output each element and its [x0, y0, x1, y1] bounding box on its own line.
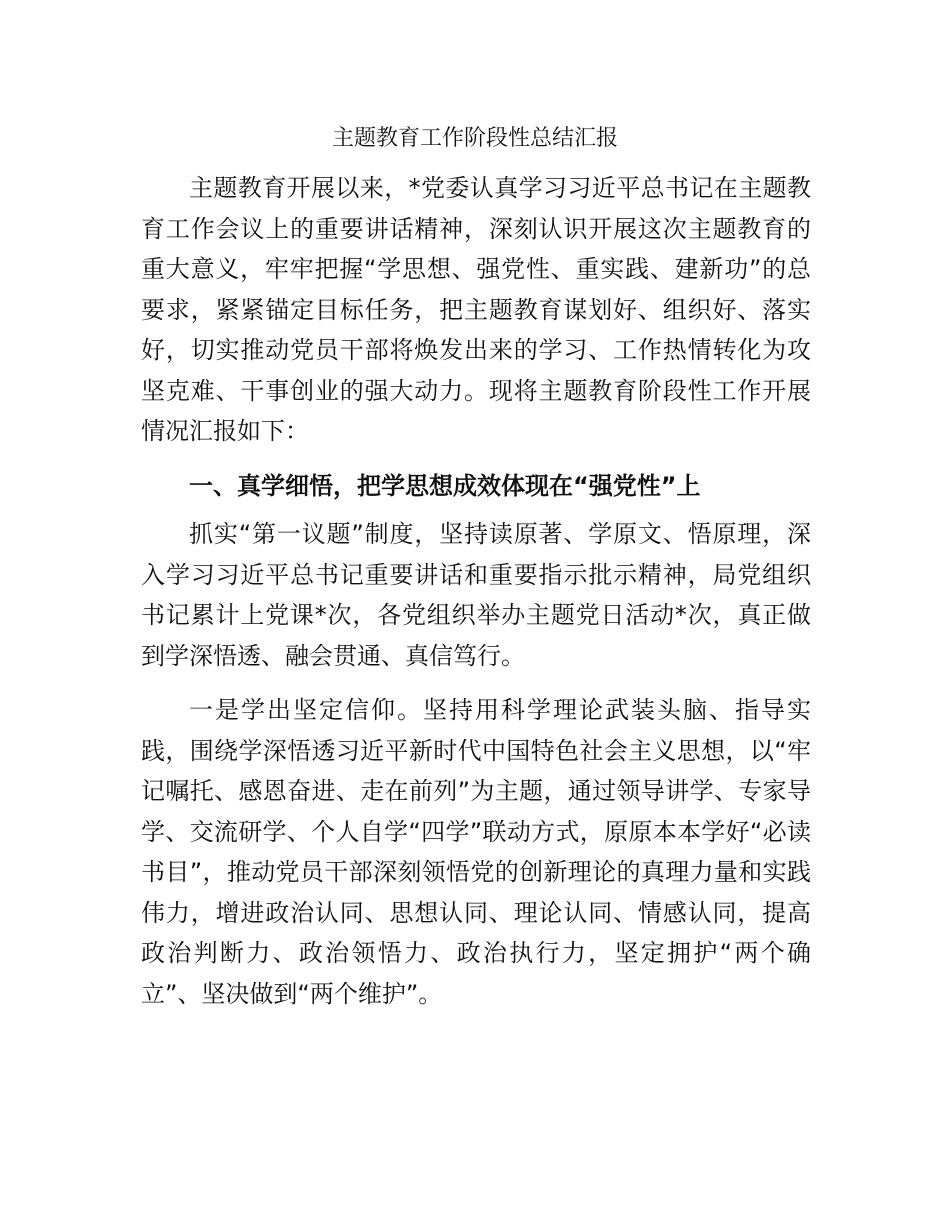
document-title: 主题教育工作阶段性总结汇报 — [331, 126, 618, 151]
intro-paragraph: 主题教育开展以来，*党委认真学习习近平总书记在主题教育工作会议上的重要讲话精神，深刻认识开展这次主题教育的重大意义，牢牢把握“学思想、强党性、重实践、建新功”的总要求，紧紧锚定目标任务，把主题教育谋划好、组织好、落实好，切实推动党员干部将焕发出来的学习、工作热情转化为攻坚克难、干事创业的强大动力。现将主题教育阶段性工作开展情况汇报如下： — [141, 174, 811, 445]
section-paragraph: 抓实“第一议题”制度，坚持读原著、学原文、悟原理，深入学习习近平总书记重要讲话和重要指示批示精神，局党组织书记累计上党课*次，各党组织举办主题党日活动*次，真正做到学深悟透、融会贯通、真信笃行。 — [141, 520, 811, 670]
document-body — [141, 168, 811, 1014]
section-heading: 一、真学细悟，把学思想成效体现在“强党性”上 — [189, 471, 701, 500]
point-paragraph: 一是学出坚定信仰。坚持用科学理论武装头脑、指导实践，围绕学深悟透习近平新时代中国特色社会主义思想，以“牢记嘱托、感恩奋进、走在前列”为主题，通过领导讲学、专家导学、交流研学、个人自学“四学”联动方式，原原本本学好“必读书目”，推动党员干部深刻领悟党的创新理论的真理力量和实践伟力，增进政治认同、思想认同、理论认同、情感认同，提高政治判断力、政治领悟力、政治执行力，坚定拥护“两个确立”、坚决做到“两个维护”。 — [141, 696, 811, 1008]
